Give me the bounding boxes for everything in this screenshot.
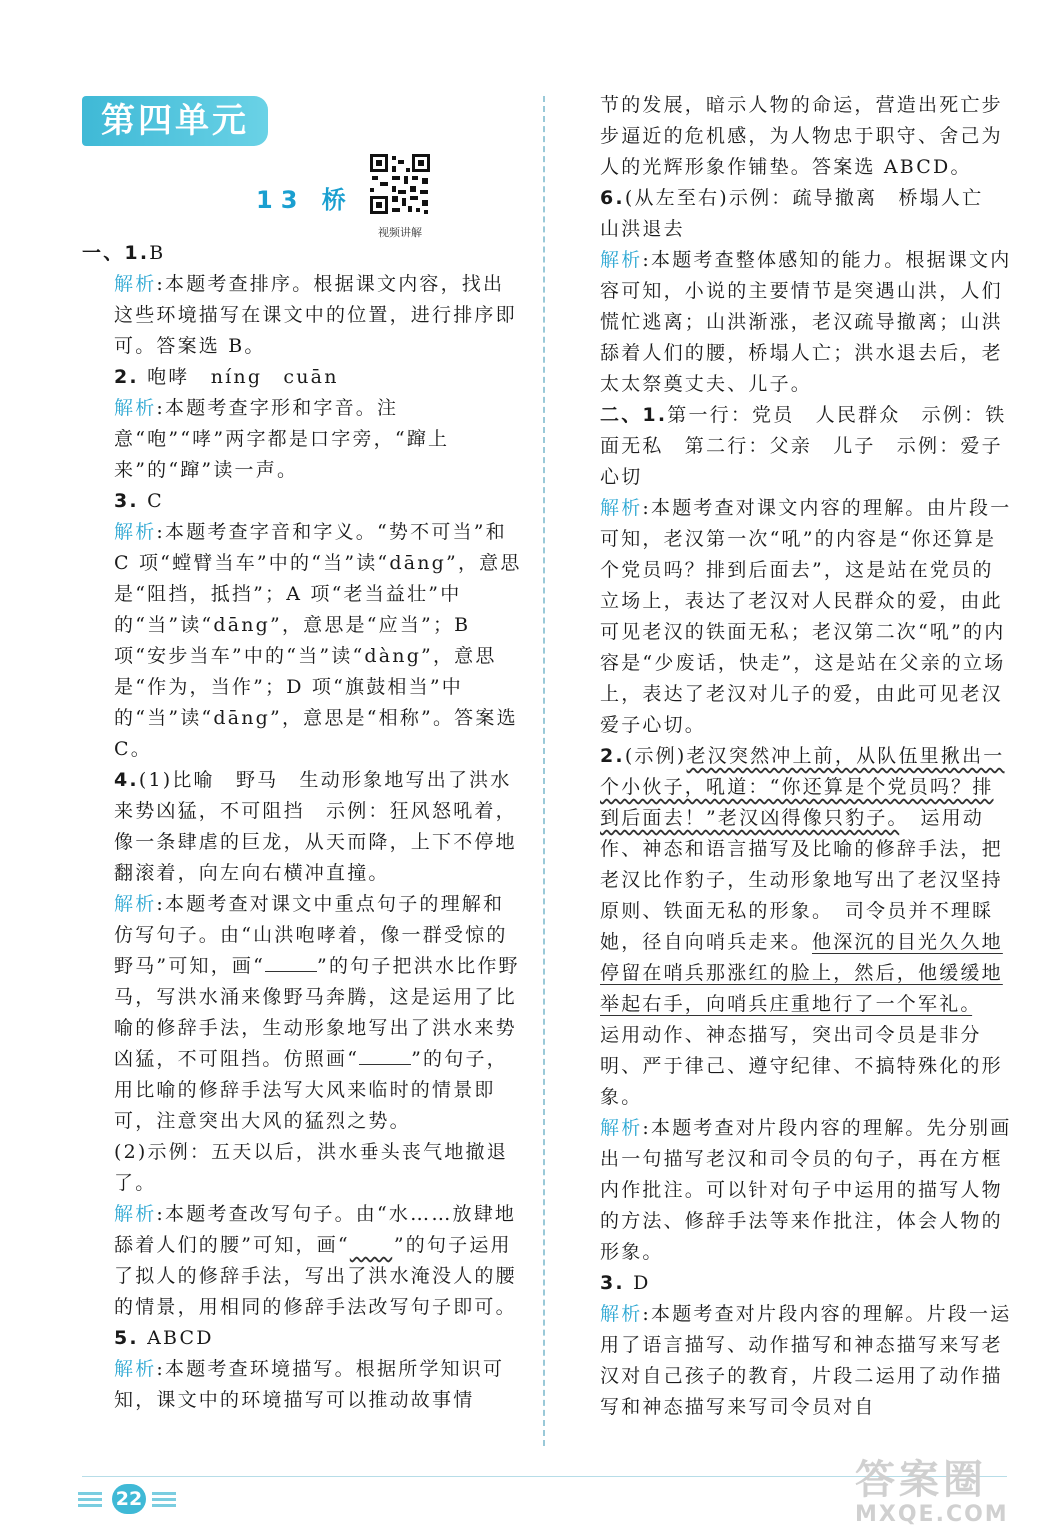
- s2-q2-label: 2.: [600, 745, 625, 767]
- analysis-label: 解析: [600, 1303, 643, 1325]
- q2: [82, 362, 522, 393]
- q3: [82, 486, 522, 517]
- q2-analysis-text: :本题考查字形和字音。注意“咆”“哮”两字都是口字旁，“蹿上来”的“蹿”读一声。: [114, 397, 450, 481]
- watermark-title: 答案圈: [855, 1457, 987, 1503]
- s2-q3: [600, 1268, 1012, 1299]
- s2-q2: [600, 741, 1012, 1113]
- q5-label: 5.: [114, 1327, 139, 1349]
- analysis-label: 解析: [600, 497, 643, 519]
- q2-answer: 咆哮 níng cuān: [147, 366, 339, 388]
- decorative-bars-icon: [152, 1492, 176, 1508]
- q4-analysis-a: :本题考查对课文中重点句子的理解和仿写句子。由“山洪咆哮着，像一群受惊的野马”可知，画“: [114, 893, 508, 977]
- q4-analysis2-b: ”的句子运用了拟人的修辞手法，写出了洪水淹没人的腰的情景，用相同的修辞手法改写句子即可。: [114, 1234, 517, 1318]
- q6-analysis-text: :本题考查整体感知的能力。根据课文内容可知，小说的主要情节是突遇山洪，人们慌忙逃离；山洪渐涨，老汉疏导撤离；山洪舔着人们的腰，桥塌人亡；洪水退去后，老太太祭奠丈夫、儿子。: [600, 249, 1012, 395]
- page-number-badge: [78, 1484, 178, 1516]
- q4-analysis-b: ”的句子把洪水比作野马，写洪水涌来像野马奔腾，这是运用了比喻的修辞手法，生动形象地写出了洪水来势凶猛，不可阻挡。仿照画“: [114, 955, 520, 1070]
- analysis-label: 解析: [600, 249, 643, 271]
- q4-analysis2-a: :本题考查改写句子。由“水……放肆地舔着人们的腰”可知，画“: [114, 1203, 517, 1256]
- watermark-url: MXQE.COM: [855, 1502, 1009, 1527]
- q3-label: 3.: [114, 490, 139, 512]
- q5-analysis: [82, 1354, 522, 1416]
- right-column: [600, 90, 1012, 1423]
- analysis-label: 解析: [114, 1203, 157, 1225]
- q2-label: 2.: [114, 366, 139, 388]
- qr-code-icon[interactable]: [368, 152, 432, 216]
- q4-part2: (2)示例：五天以后，洪水垂头丧气地撤退了。: [114, 1141, 508, 1194]
- underlined-sentence: 他深沉的目光久久地停留在哨兵那涨红的脸上，然后，他缓缓地举起右手，向哨兵庄重地行了一个军礼。: [600, 931, 1003, 1015]
- q5: [82, 1323, 522, 1354]
- s2-q3-label: 3.: [600, 1272, 625, 1294]
- s2-q1-analysis: [600, 493, 1012, 741]
- q3-analysis: [82, 517, 522, 765]
- s2-q3-answer: D: [633, 1272, 651, 1294]
- q3-answer: C: [147, 490, 164, 512]
- q4-analysis-c: ”的句子，用比喻的修辞手法写大风来临时的情景即可，注意突出大风的猛烈之势。: [114, 1048, 508, 1132]
- q4-analysis: [82, 889, 522, 1137]
- q5-analysis-text: :本题考查环境描写。根据所学知识可知，课文中的环境描写可以推动故事情: [114, 1358, 505, 1411]
- left-column: [82, 238, 522, 1416]
- s2-q1-analysis-text: :本题考查对课文内容的理解。由片段一可知，老汉第一次“吼”的内容是“你还算是个党员吗？排到后面去”，这是站在党员的立场上，表达了老汉对人民群众的爱，由此可见老汉的铁面无私；老汉第二次“吼”的内容是“少废话，快走”，这是站在父亲的立场上，表达了老汉对儿子的爱，由此可见老汉爱子心切。: [600, 497, 1012, 736]
- lesson-title: 13 桥: [256, 186, 354, 214]
- q1-analysis: [82, 269, 522, 362]
- s2-q2-comment2: 运用动作、神态描写，突出司令员是非分明、严于律己、遵守纪律、不搞特殊化的形象。: [600, 993, 1003, 1108]
- decorative-bars-icon: [78, 1492, 102, 1508]
- wavy-blank: [350, 1230, 394, 1261]
- wavy-underlined-sentence: 老汉突然冲上前，从队伍里揪出一个小伙子，吼道：“你还算是个党员吗？排到后面去！”老汉凶得像只豹子。: [600, 745, 1005, 829]
- s2-q2-prefix: (示例): [624, 745, 687, 767]
- underline-blank: [265, 953, 317, 972]
- underline-blank: [359, 1046, 411, 1065]
- qr-caption: 视频讲解: [378, 226, 422, 239]
- q4-label: 4.: [114, 769, 139, 791]
- watermark-logo: [855, 1458, 1035, 1534]
- q3-analysis-text: :本题考查字音和字义。“势不可当”和 C 项“螳臂当车”中的“当”读“dāng”，意思是“阻挡，抵挡”；A 项“老当益壮”中的“当”读“dāng”，意思是“应当”；B 项“安步当车”中的“当”读“dàng”，意思是“作为，当作”；D 项“旗鼓相当”中的“当”读“dāng”，意思是“相称”。答案选 C。: [114, 521, 522, 760]
- q4: [82, 765, 522, 889]
- analysis-label: 解析: [600, 1117, 643, 1139]
- s2-q1-answer: 第一行：党员 人民群众 示例：铁面无私 第二行：父亲 儿子 示例：爱子心切: [600, 404, 1007, 488]
- s2-q2-comment1: 运用动作、神态和语言描写及比喻的修辞手法，把老汉比作豹子，生动形象地写出了老汉坚持原则、铁面无私的形象。 司令员并不理睬她，径自向哨兵走来。: [600, 807, 1003, 953]
- s2-q1: [600, 400, 1012, 493]
- q1-label: 一、1.: [82, 242, 150, 264]
- q6-analysis: [600, 245, 1012, 400]
- column-divider: [543, 96, 545, 1446]
- q1-answer: B: [149, 242, 166, 264]
- unit-title: 第四单元: [82, 96, 268, 146]
- analysis-label: 解析: [114, 893, 157, 915]
- q6-answer: (从左至右)示例：疏导撤离 桥塌人亡 山洪退去: [600, 187, 1005, 240]
- q4-analysis2: [82, 1199, 522, 1323]
- q6: [600, 183, 1012, 245]
- analysis-label: 解析: [114, 273, 157, 295]
- analysis-label: 解析: [114, 521, 157, 543]
- s2-q1-label: 二、1.: [600, 404, 668, 426]
- q4-answer: (1)比喻 野马 生动形象地写出了洪水来势凶猛，不可阻挡 示例：狂风怒吼着，像一条肆虐的巨龙，从天而降，上下不停地翻滚着，向左向右横冲直撞。: [114, 769, 517, 884]
- q5-answer: ABCD: [147, 1327, 214, 1349]
- analysis-label: 解析: [114, 1358, 157, 1380]
- analysis-label: 解析: [114, 397, 157, 419]
- q1: [82, 238, 522, 269]
- s2-q2-analysis: [600, 1113, 1012, 1268]
- q1-analysis-text: :本题考查排序。根据课文内容，找出这些环境描写在课文中的位置，进行排序即可。答案选 B。: [114, 273, 517, 357]
- s2-q2-analysis-text: :本题考查对片段内容的理解。先分别画出一句描写老汉和司令员的句子，再在方框内作批注。可以针对句子中运用的描写人物的方法、修辞手法等来作批注，体会人物的形象。: [600, 1117, 1012, 1263]
- q6-label: 6.: [600, 187, 625, 209]
- s2-q3-analysis-text: :本题考查对片段内容的理解。片段一运用了语言描写、动作描写和神态描写来写老汉对自己孩子的教育，片段二运用了动作描写和神态描写来写司令员对自: [600, 1303, 1012, 1418]
- q2-analysis: [82, 393, 522, 486]
- page-number: 22: [112, 1484, 146, 1514]
- q5-continued: 节的发展，暗示人物的命运，营造出死亡步步逼近的危机感，为人物忠于职守、舍己为人的光辉形象作铺垫。答案选 ABCD。: [600, 94, 1003, 178]
- s2-q3-analysis: [600, 1299, 1012, 1423]
